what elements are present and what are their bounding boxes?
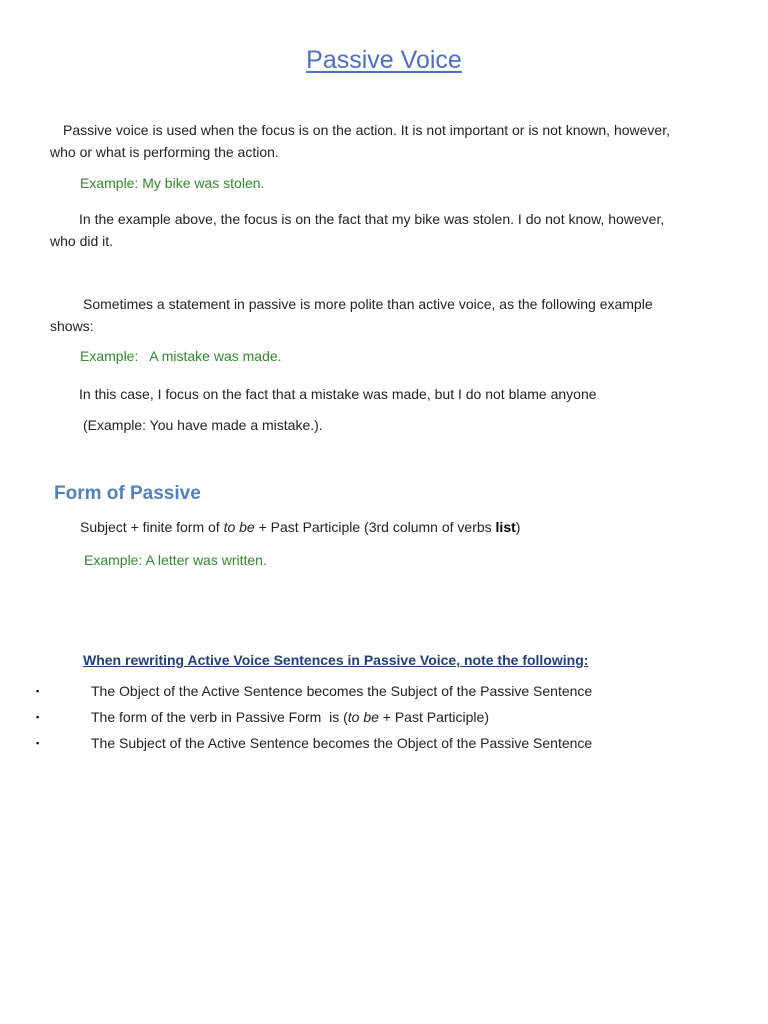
polite-paragraph <box>50 293 740 337</box>
bullet-text: The Subject of the Active Sentence becomes the Object of the Passive Sentence <box>91 735 593 751</box>
bullet-item <box>0 735 768 757</box>
explanation-paragraph <box>50 208 740 252</box>
example-letter: Example: A letter was written. <box>84 552 267 568</box>
form-rule-part-3: ) <box>515 519 521 535</box>
bullet-item <box>0 709 768 731</box>
explanation-line-1: In the example above, the focus is on the fact that my bike was stolen. I do not know, however, <box>79 211 665 227</box>
explanation-line-2: who did it. <box>50 233 114 249</box>
explanation-example: (Example: You have made a mistake.). <box>83 417 323 433</box>
form-rule-list: list <box>495 519 516 535</box>
section-heading-form: Form of Passive <box>54 483 201 504</box>
example-stolen: Example: My bike was stolen. <box>80 175 265 191</box>
bullet-marker: ▪ <box>36 738 40 748</box>
bullet-text-post: + Past Participle) <box>378 709 489 725</box>
polite-line-1: Sometimes a statement in passive is more polite than active voice, as the following example <box>83 296 653 312</box>
bullet-text-pre: The form of the verb in Passive Form is ( <box>91 709 348 725</box>
bullet-text: The Object of the Active Sentence becomes the Subject of the Passive Sentence <box>91 683 593 699</box>
bullet-marker: ▪ <box>36 686 40 696</box>
polite-line-2: shows: <box>50 318 94 334</box>
bullet-marker: ▪ <box>36 712 40 722</box>
form-rule-to-be: to be <box>223 519 255 535</box>
intro-paragraph <box>50 119 740 163</box>
bullet-text <box>91 709 489 725</box>
form-rule <box>80 519 520 535</box>
note-heading: When rewriting Active Voice Sentences in Passive Voice, note the following: <box>83 652 589 668</box>
form-rule-part-1: Subject + finite form of <box>80 519 224 535</box>
bullet-text-to-be: to be <box>347 709 379 725</box>
intro-line-2: who or what is performing the action. <box>50 144 279 160</box>
example-mistake: Example: A mistake was made. <box>80 348 282 364</box>
bullet-item <box>0 683 768 705</box>
form-rule-part-2: + Past Participle (3rd column of verbs <box>254 519 496 535</box>
page-title: Passive Voice <box>306 46 462 74</box>
intro-line-1: Passive voice is used when the focus is on the action. It is not important or is not known, however, <box>63 122 670 138</box>
explanation-blame: In this case, I focus on the fact that a mistake was made, but I do not blame anyone <box>79 386 597 402</box>
